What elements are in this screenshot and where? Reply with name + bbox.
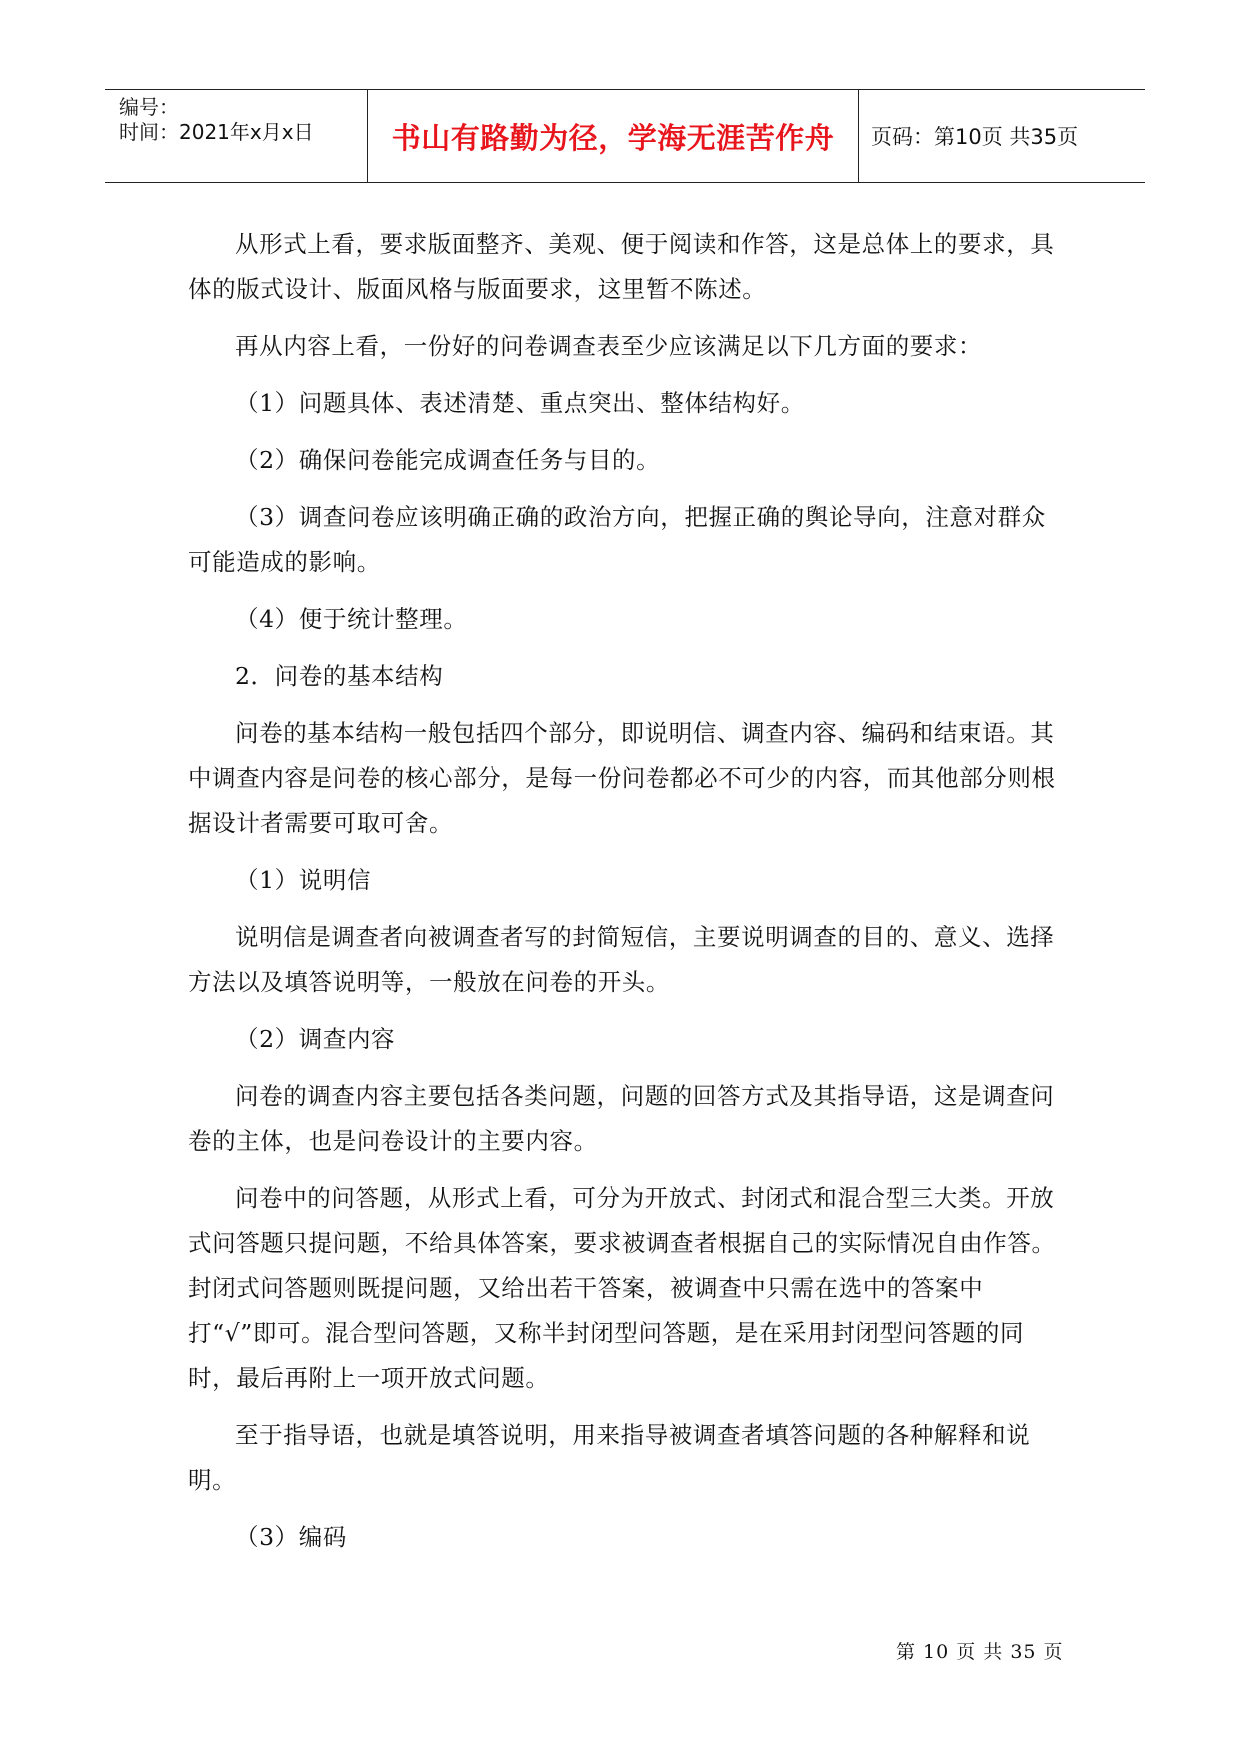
- subsection-heading: （3）编码: [235, 1523, 347, 1551]
- subsection-heading: （1）说明信: [235, 866, 372, 894]
- date-label: 时间：2021年x月x日: [119, 120, 314, 144]
- page-footer: 第 10 页 共 35 页: [896, 1641, 1064, 1663]
- body-paragraph: 再从内容上看，一份好的问卷调查表至少应该满足以下几方面的要求：: [235, 332, 983, 360]
- section-heading: 2．问卷的基本结构: [235, 662, 444, 690]
- document-body: [188, 222, 1068, 1572]
- header-page-cell: [859, 90, 1145, 182]
- body-paragraph: 至于指导语，也就是填答说明，用来指导被调查者填答问题的各种解释和说明。: [188, 1421, 1031, 1494]
- header-motto: 书山有路勤为径，学海无涯苦作舟: [391, 120, 835, 155]
- header-meta-cell: [105, 90, 368, 182]
- body-paragraph: 从形式上看，要求版面整齐、美观、便于阅读和作答，这是总体上的要求，具体的版式设计、版面风格与版面要求，这里暂不陈述。: [188, 230, 1055, 303]
- list-item: （4）便于统计整理。: [235, 605, 468, 633]
- subsection-heading: （2）调查内容: [235, 1025, 396, 1053]
- header-motto-cell: [368, 90, 859, 182]
- body-paragraph: 问卷的调查内容主要包括各类问题，问题的回答方式及其指导语，这是调查问卷的主体，也是问卷设计的主要内容。: [188, 1082, 1055, 1155]
- document-header: [105, 89, 1145, 183]
- list-item: （1）问题具体、表述清楚、重点突出、整体结构好。: [235, 389, 805, 417]
- list-item: （3）调查问卷应该明确正确的政治方向，把握正确的舆论导向，注意对群众可能造成的影响。: [188, 503, 1046, 576]
- body-paragraph: 问卷的基本结构一般包括四个部分，即说明信、调查内容、编码和结束语。其中调查内容是问卷的核心部分，是每一份问卷都必不可少的内容，而其他部分则根据设计者需要可取可舍。: [188, 719, 1056, 837]
- serial-number-label: 编号：: [119, 95, 179, 119]
- body-paragraph: 问卷中的问答题，从形式上看，可分为开放式、封闭式和混合型三大类。开放式问答题只提问题，不给具体答案，要求被调查者根据自己的实际情况自由作答。封闭式问答题则既提问题，又给出若干答案，被调查中只需在选中的答案中打“√”即可。混合型问答题，又称半封闭型问答题，是在采用封闭型问答题的同时，最后再附上一项开放式问题。: [188, 1184, 1056, 1392]
- header-page-code: 页码：第10页 共35页: [871, 125, 1079, 149]
- body-paragraph: 说明信是调查者向被调查者写的封简短信，主要说明调查的目的、意义、选择方法以及填答说明等，一般放在问卷的开头。: [188, 923, 1055, 996]
- list-item: （2）确保问卷能完成调查任务与目的。: [235, 446, 661, 474]
